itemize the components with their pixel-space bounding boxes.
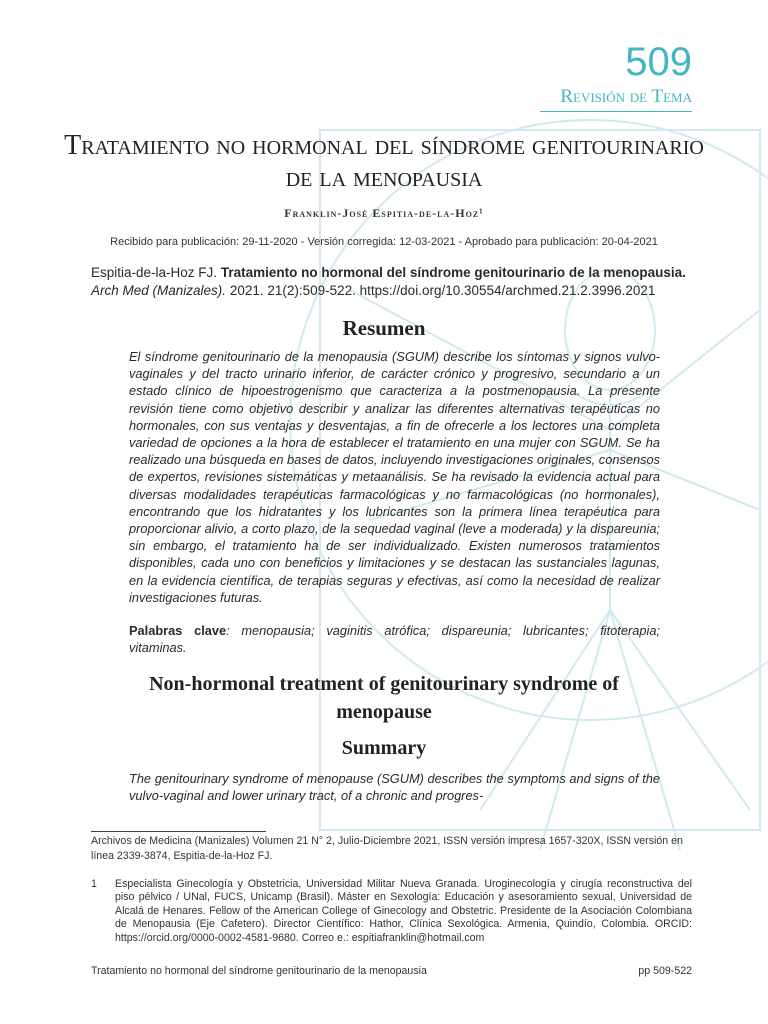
english-title: Non-hormonal treatment of genitourinary syndrome of menopause: [149, 673, 619, 723]
footnote-rule: [91, 831, 266, 832]
summary-body: The genitourinary syndrome of menopause (SGUM) describes the symptoms and signs of the vulvo-vaginal and lower urinary tract, of a chronic and progres-: [129, 771, 660, 804]
resumen-heading: Resumen: [342, 316, 426, 340]
citation-details: 2021. 21(2):509-522. https://doi.org/10.30554/archmed.21.2.3996.2021: [229, 283, 656, 298]
footnote-1: [91, 878, 692, 945]
header-rule: [540, 111, 692, 112]
citation-journal: Arch Med (Manizales).: [91, 283, 227, 298]
citation-authors: Espitia-de-la-Hoz FJ.: [91, 265, 218, 280]
resumen-body: El síndrome genitourinario de la menopausia (SGUM) describe los síntomas y signos vulvo-vaginales y del tracto urinario inferior, de carácter crónico y progresivo, secundario a un estado clínico de hipoestrogenismo que caracteriza a la postmenopausia. La presente revisión tiene como objetivo describir y analizar las diferentes alternativas terapéuticas no hormonales, con sus ventajas y desventajas, a fin de ofrecerle a los lectores una completa variedad de opciones a la hora de establecer el tratamiento en una mujer con SGUM. Se ha realizado una búsqueda en bases de datos, incluyendo investigaciones originales, consensos de expertos, revisiones sistemáticas y metaanálisis. Se ha revisado la evidencia actual para diversas modalidades terapéuticas farmacológicas y no farmacológicas (no hormonales), encontrando que los hidratantes y los lubricantes son la primera línea terapéutica para proporcionar alivio, a corto plazo, de la sequedad vaginal (leve a moderada) y la dispareunia; sin embargo, el tratamiento ha de ser individualizado. Existen numerosos tratamientos disponibles, cada uno con beneficios y limitaciones y se destacan las sustanciales lagunas, en la evidencia científica, de terapias seguras y efectivas, así como la necesidad de realizar investigaciones futuras.: [129, 349, 660, 605]
running-footer-pages: pp 509-522: [638, 965, 692, 977]
footnote-1-text: Especialista Ginecología y Obstetricia, Universidad Militar Nueva Granada. Uroginecología y cirugía reconstructiva del piso pélvico / UNal, FUCS, Unicamp (Brasil). Máster en Sexología: Educación y asesoramiento sexual, Universidad de Alcalá de Henares. Fellow of the American College of Ginecology and Obstetric. Presidente de la Asociación Colombiana de Menopausia (Eje Cafetero). Director Científico: Hathor, Clínica Sexológica. Armenia, Quindío, Colombia. ORCID: https://orcid.org/0000-0002-4581-9680. Correo e.: espitiafranklin@hotmail.com: [115, 878, 692, 944]
section-label: Revisión de Tema: [560, 86, 692, 107]
keywords-text: : menopausia; vaginitis atrófica; dispareunia; lubricantes; fitoterapia; vitaminas.: [129, 623, 660, 656]
keywords-label: Palabras clave: [129, 623, 227, 638]
summary-heading: Summary: [341, 737, 427, 759]
publication-dates: Recibido para publicación: 29-11-2020 - Versión corregida: 12-03-2021 - Aprobado para publicación: 20-04-2021: [110, 236, 658, 248]
article-title: Tratamiento no hormonal del síndrome genitourinario de la menopausia: [64, 130, 704, 193]
footnote-1-mark: 1: [91, 878, 97, 890]
page-number: 509: [625, 40, 692, 84]
journal-note: Archivos de Medicina (Manizales) Volumen 21 N° 2, Julio-Diciembre 2021, ISSN versión impresa 1657-320X, ISSN versión en línea 2339-3874, Espitia-de-la-Hoz FJ.: [91, 835, 683, 862]
citation: [91, 264, 692, 300]
running-footer-title: Tratamiento no hormonal del síndrome genitourinario de la menopausia: [91, 965, 427, 977]
article-author: Franklin-José Espitia-de-la-Hoz¹: [284, 206, 484, 220]
keywords: [129, 622, 660, 656]
citation-title: Tratamiento no hormonal del síndrome genitourinario de la menopausia.: [220, 265, 686, 280]
